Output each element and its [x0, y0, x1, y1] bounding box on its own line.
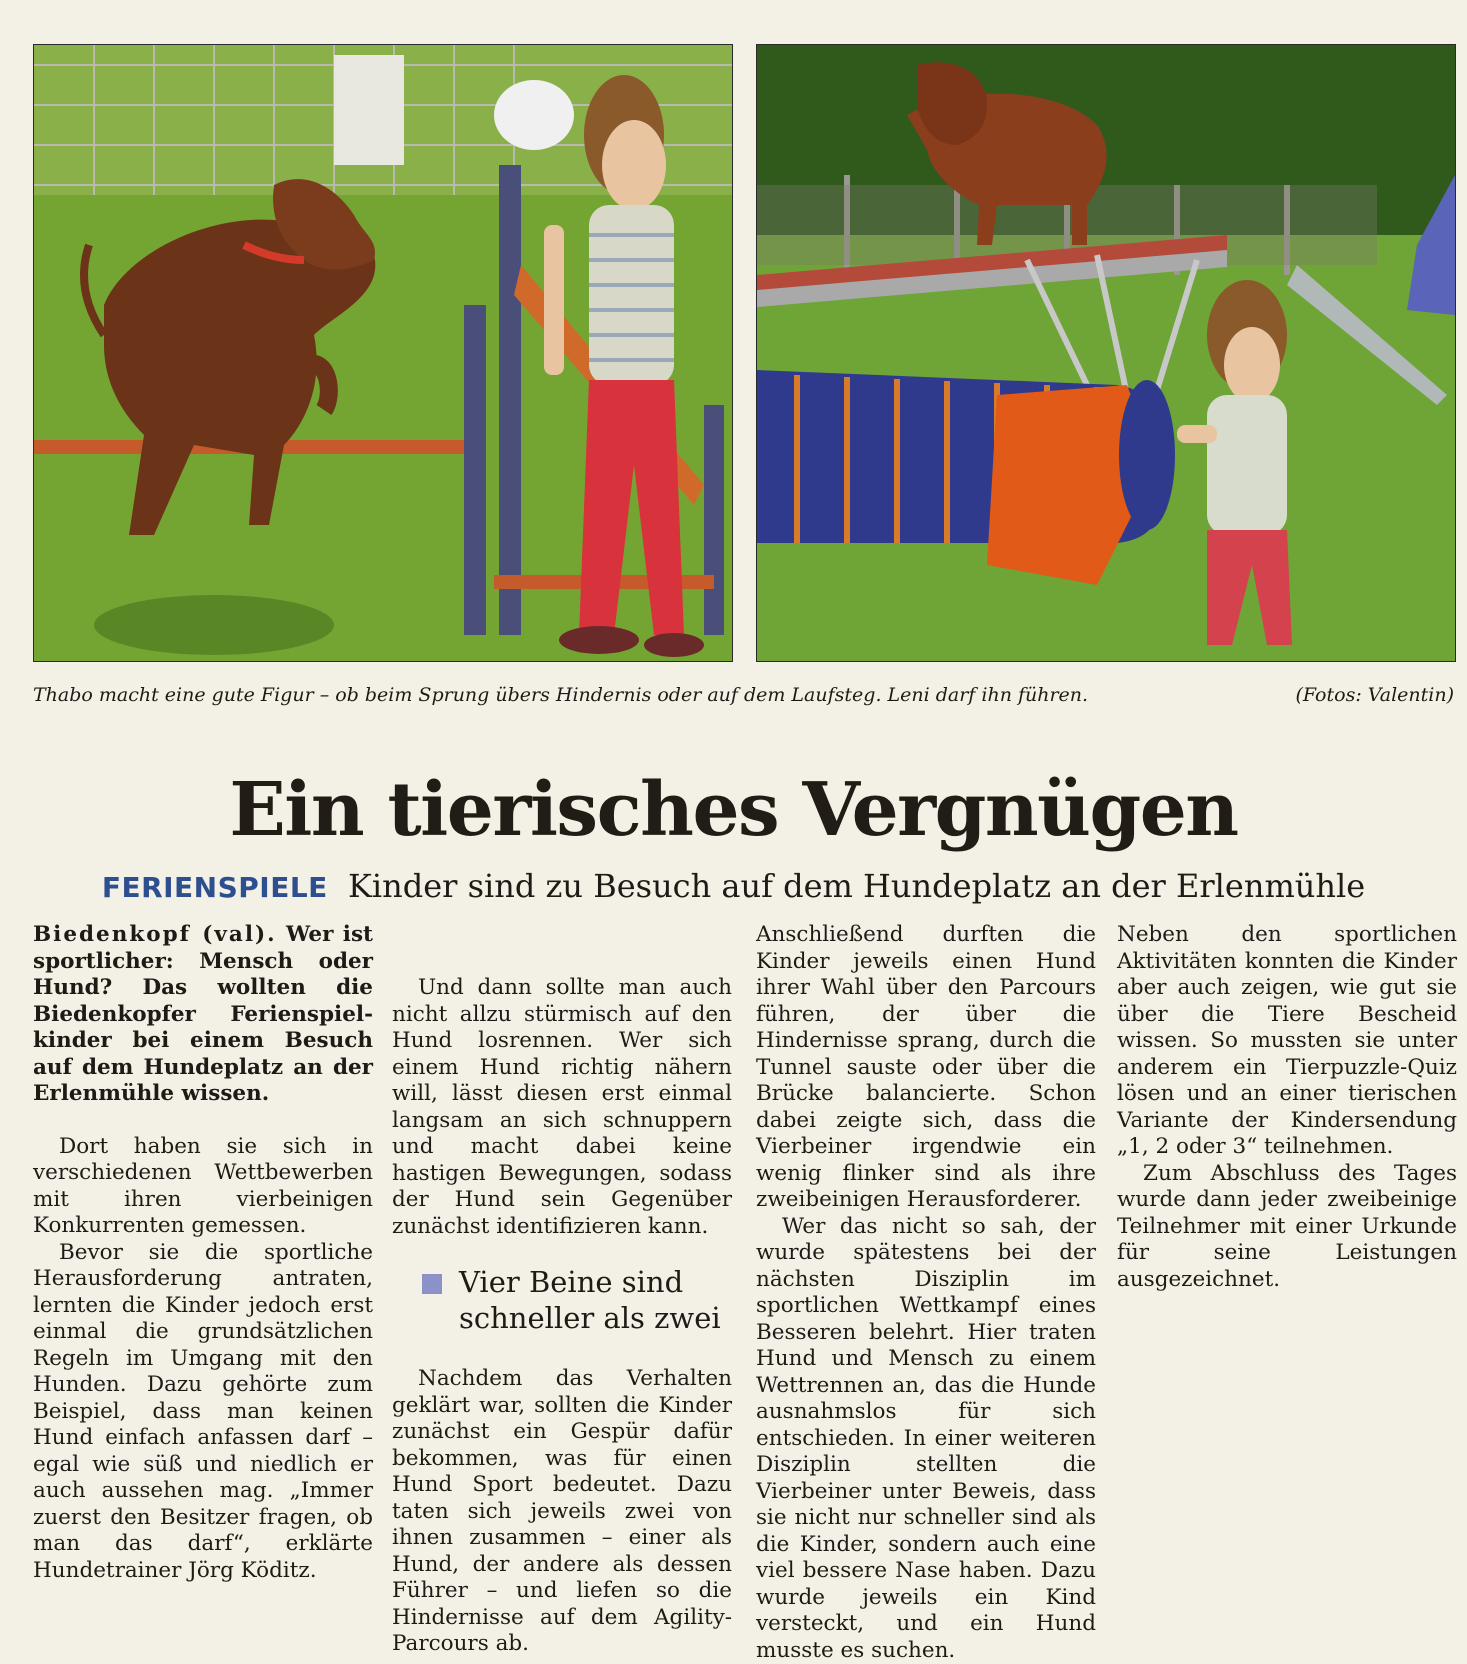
headline: Ein tierisches Vergnügen	[0, 765, 1467, 855]
photo-caption	[33, 684, 1454, 716]
photo-credit: (Fotos: Valentin)	[1296, 684, 1455, 706]
photo-dog-on-walk	[756, 44, 1456, 662]
lead-text: Wer ist sportlicher: Mensch oder Hund? Das wollten die Biedenkopfer Ferienspielkinder bei einem Besuch auf dem Hundeplatz an der Erlenmühle wissen.	[33, 922, 373, 1106]
subheadline-row	[0, 866, 1467, 908]
paragraph-1: Dort haben sie sich in verschiedenen Wettbewerben mit ihren vierbeinigen Konkurrenten gemessen.	[33, 1134, 373, 1240]
paragraph-2: Bevor sie die sportliche Herausforderung antraten, lernten die Kinder jedoch erst einmal die grundsätzlichen Regeln im Umgang mit den Hunden. Dazu gehörte zum Beispiel, dass man keinen Hund einfach anfassen darf – egal wie süß und niedlich er auch aussehen mag. „Immer zuerst den Besitzer fragen, ob man das darf“, erklärte Hundetrainer Jörg Köditz.	[33, 1240, 373, 1585]
article-column-3	[756, 922, 1096, 1664]
paragraph-5: Anschließend durften die Kinder jeweils einen Hund ihrer Wahl über den Parcours führen, der über die Hindernisse sprang, durch die Tunnel sauste oder über die Brücke balancierte. Schon dabei zeigte sich, dass die Vierbeiner irgendwie ein wenig flinker sind als ihre zweibeinigen Herausforderer.	[756, 922, 1096, 1214]
article-column-4	[1117, 922, 1457, 1293]
paragraph-3: Und dann sollte man auch nicht allzu stürmisch auf den Hund losrennen. Wer sich einem Hund richtig nähern will, lässt diesen erst einmal langsam an sich schnuppern und macht dabei keine hastigen Bewegungen, sodass der Hund sein Gegenüber zunächst identifizieren kann.	[392, 975, 732, 1240]
paragraph-6: Wer das nicht so sah, der wurde spätestens bei der nächsten Disziplin im sportlichen Wettkampf eines Besseren belehrt. Hier traten Hund und Mensch zu einem Wettrennen an, das die Hunde ausnahmslos für sich entschieden. In einer weiteren Disziplin stellten die Vierbeiner unter Beweis, dass sie nicht nur schneller sind als die Kinder, sondern auch eine viel bessere Nase haben. Dazu wurde jeweils ein Kind versteckt, und ein Hund musste es suchen.	[756, 1214, 1096, 1664]
paragraph-8: Zum Abschluss des Tages wurde dann jeder zweibeinige Teilnehmer mit einer Urkunde für seine Leistungen ausgezeichnet.	[1117, 1161, 1457, 1294]
subhead-line-2: schneller als zwei	[459, 1300, 732, 1336]
paragraph-7: Neben den sportlichen Aktivitäten konnten die Kinder aber auch zeigen, wie gut sie über die Tiere Bescheid wissen. So mussten sie unter anderem ein Tierpuzzle-Quiz lösen und an einer tierischen Variante der Kindersendung „1, 2 oder 3“ teilnehmen.	[1117, 922, 1457, 1161]
article-column-1	[33, 922, 373, 1584]
photo-dog-jumping	[33, 44, 733, 662]
kicker: FERIENSPIELE	[102, 871, 328, 904]
subhead-line-1: Vier Beine sind	[459, 1265, 683, 1299]
article-column-2	[392, 975, 732, 1658]
caption-text: Thabo macht eine gute Figur – ob beim Sprung übers Hindernis oder auf dem Laufsteg. Leni darf ihn führen.	[33, 684, 1088, 706]
subhead	[392, 1264, 732, 1336]
subhead-square-icon	[422, 1274, 442, 1294]
paragraph-4: Nachdem das Verhalten geklärt war, sollten die Kinder zunächst ein Gespür dafür bekommen, was für einen Hund Sport bedeutet. Dazu taten sich jeweils zwei von ihnen zusammen – einer als Hund, der andere als dessen Führer – und liefen so die Hindernisse auf dem Agility-Parcours ab.	[392, 1366, 732, 1658]
dateline: Biedenkopf (val).	[33, 922, 277, 947]
lead-paragraph	[33, 922, 373, 1108]
subheadline: Kinder sind zu Besuch auf dem Hundeplatz an der Erlenmühle	[348, 867, 1365, 905]
